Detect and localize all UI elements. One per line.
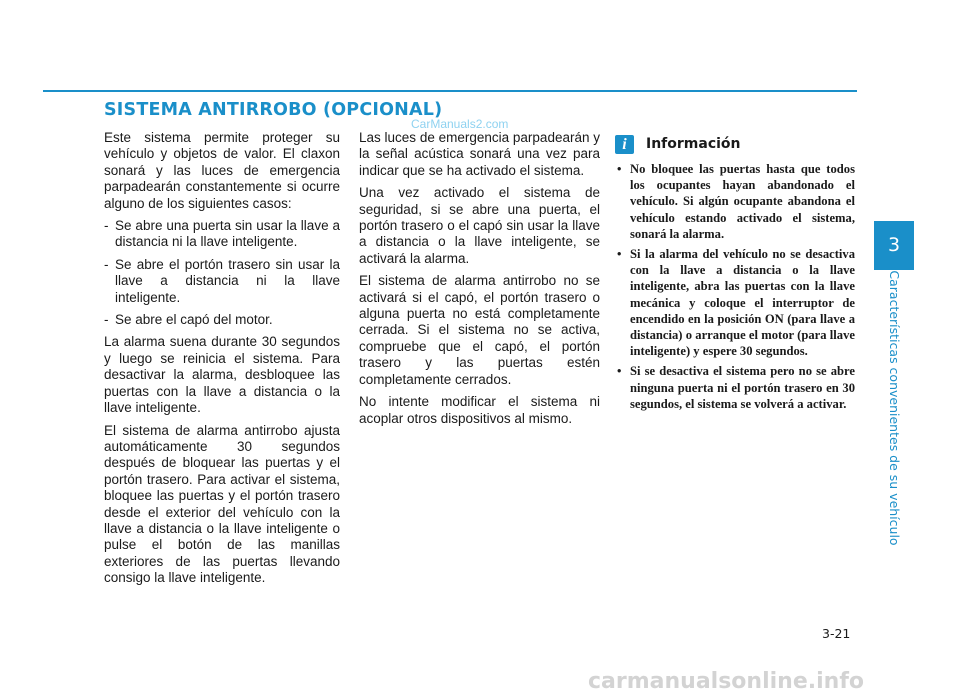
column-1 xyxy=(104,130,340,593)
list-item xyxy=(104,257,340,306)
list-item xyxy=(104,312,340,328)
col2-paragraph-1: Las luces de emergencia parpadearán y la señal acústica sonará una vez para indicar que se ha activado el sistema. xyxy=(359,130,600,178)
alarm-cases-list xyxy=(104,218,340,328)
watermark-bottom: carmanualsonline.info xyxy=(588,669,864,694)
col1-paragraph-2: La alarma suena durante 30 segundos y luego se reinicia el sistema. Para desactivar la alarma, desbloquee las puertas con la llave a distancia o la llave inteligente. xyxy=(104,334,340,416)
info-header xyxy=(615,134,855,154)
info-icon: i xyxy=(615,135,634,154)
col2-paragraph-3: El sistema de alarma antirrobo no se activará si el capó, el portón trasero o alguna puerta no está completamente cerrada. Si el sistema no se activa, compruebe que el capó, el portón trasero y las puertas estén completamente cerrados. xyxy=(359,273,600,387)
info-item xyxy=(615,161,855,242)
col2-paragraph-4: No intente modificar el sistema ni acoplar otros dispositivos al mismo. xyxy=(359,394,600,426)
col1-intro: Este sistema permite proteger su vehículo y objetos de valor. El claxon sonará y las luces de emergencia parpadearán constantemente si ocurre alguno de los siguientes casos: xyxy=(104,130,340,211)
info-item-text: Si la alarma del vehículo no se desactiva con la llave a distancia o la llave inteligente, abra las puertas con la llave mecánica y coloque el interruptor de encendido en la posición ON (para llave a distancia) o arranque el motor (para llave inteligente) y espere 30 segundos. xyxy=(630,247,855,359)
watermark-top: CarManuals2.com xyxy=(411,117,509,131)
info-list xyxy=(615,161,855,412)
dash-marker: - xyxy=(104,218,109,234)
col2-paragraph-2: Una vez activado el sistema de seguridad, si se abre una puerta, el portón trasero o el capó sin usar la llave a distancia o la llave inteligente, se activará la alarma. xyxy=(359,185,600,266)
info-item xyxy=(615,363,855,412)
chapter-tab: 3 xyxy=(874,221,914,270)
list-item xyxy=(104,218,340,251)
dash-marker: - xyxy=(104,312,109,328)
header-rule xyxy=(43,90,857,92)
info-title: Información xyxy=(646,136,741,152)
page-number: 3-21 xyxy=(822,626,851,641)
info-item xyxy=(615,246,855,359)
bullet-marker: • xyxy=(617,162,622,176)
column-2 xyxy=(359,130,600,433)
info-item-text: No bloquee las puertas hasta que todos los ocupantes hayan abandonado el vehículo. Si algún ocupante abandona el vehículo estando activado el sistema, sonará la alarma. xyxy=(630,162,855,241)
section-title: SISTEMA ANTIRROBO (OPCIONAL) xyxy=(104,100,443,120)
info-item-text: Si se desactiva el sistema pero no se abre ninguna puerta ni el portón trasero en 30 segundos, el sistema se volverá a activar. xyxy=(630,364,855,411)
info-box xyxy=(615,134,855,416)
list-item-text: Se abre una puerta sin usar la llave a distancia ni la llave inteligente. xyxy=(115,218,340,250)
bullet-marker: • xyxy=(617,364,622,379)
chapter-title-vertical: Características convenientes de su vehículo xyxy=(887,270,902,546)
list-item-text: Se abre el portón trasero sin usar la llave a distancia ni la llave inteligente. xyxy=(115,256,340,305)
bullet-marker: • xyxy=(617,247,622,262)
dash-marker: - xyxy=(104,256,109,272)
list-item-text: Se abre el capó del motor. xyxy=(115,312,273,328)
col1-paragraph-3: El sistema de alarma antirrobo ajusta automáticamente 30 segundos después de bloquear las puertas y el portón trasero. Para activar el sistema, bloquee las puertas y el portón trasero desde el exterior del vehículo con la llave a distancia o la llave inteligente o pulse el botón de las manillas exteriores de las puertas llevando consigo la llave inteligente. xyxy=(104,422,340,586)
